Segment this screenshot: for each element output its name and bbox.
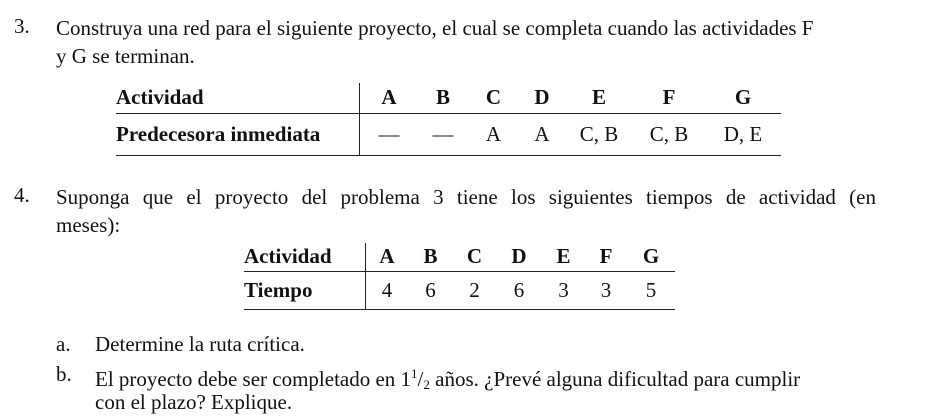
activity-cell: C [485,85,502,110]
fraction-numerator: 1 [411,366,418,381]
problem-3-number: 3. [14,14,30,38]
time-table-header-row [244,243,675,271]
activity-cell: D [534,85,550,110]
item-b-line-2: con el plazo? Explique. [95,390,293,414]
time-table [244,243,675,310]
activity-header: Actividad [116,85,204,110]
problem-4-line-2: meses): [56,213,121,237]
item-b-text-before: El proyecto debe ser completado en [95,367,401,391]
item-b-text-after: años. ¿Prevé alguna dificultad para cumplir [429,367,801,391]
time-cell: 4 [366,271,409,309]
predecessor-cell: — [432,121,454,146]
time-label: Tiempo [244,277,313,302]
problem-4-line-1: Suponga que el proyecto del problema 3 tiene los siguientes tiempos de actividad (en [56,185,876,209]
predecessor-label: Predecesora inmediata [116,121,321,146]
activity-cell: A [360,83,419,113]
predecessor-cell: C, B [579,121,619,146]
time-cell: 6 [513,277,525,302]
problem-4-text [56,183,876,239]
problem-3-line-1: Construya una red para el siguiente proyecto, el cual se completa cuando las actividades F [56,16,814,40]
time-cell: 5 [645,277,657,302]
activity-cell: G [642,244,660,269]
mixed-fraction [401,367,430,391]
fraction-slash: / [417,367,424,391]
fraction-whole: 1 [400,367,412,391]
predecessor-cell: A [534,121,550,146]
predecessor-cell: C, B [649,121,689,146]
predecessor-table [116,83,781,156]
activity-cell: B [435,85,450,110]
predecessor-cell: — [360,113,419,155]
time-cell: 2 [469,277,480,302]
fraction-denominator: 2 [423,377,430,392]
time-cell: 3 [600,277,612,302]
time-cell: 6 [425,277,436,302]
activity-cell: F [662,85,676,110]
activity-cell: E [556,244,571,269]
activity-cell: F [599,244,613,269]
item-b-letter: b. [56,362,72,386]
activity-header: Actividad [244,244,332,269]
problem-3-text [56,14,926,70]
predecessor-cell: A [485,121,502,146]
predecessor-table-row [116,113,781,155]
predecessor-table-header-row [116,83,781,113]
activity-cell: G [734,85,752,110]
item-a-letter: a. [56,332,71,356]
problem-3-line-2: y G se terminan. [56,44,195,68]
activity-cell: D [511,244,527,269]
activity-cell: E [591,85,606,110]
time-table-row [244,271,675,309]
item-a-text: Determine la ruta crítica. [95,332,305,356]
activity-cell: B [423,244,438,269]
problem-4-number: 4. [14,183,30,207]
activity-cell: C [466,244,483,269]
activity-cell: A [366,243,409,271]
predecessor-cell: D, E [723,121,763,146]
time-cell: 3 [558,277,569,302]
